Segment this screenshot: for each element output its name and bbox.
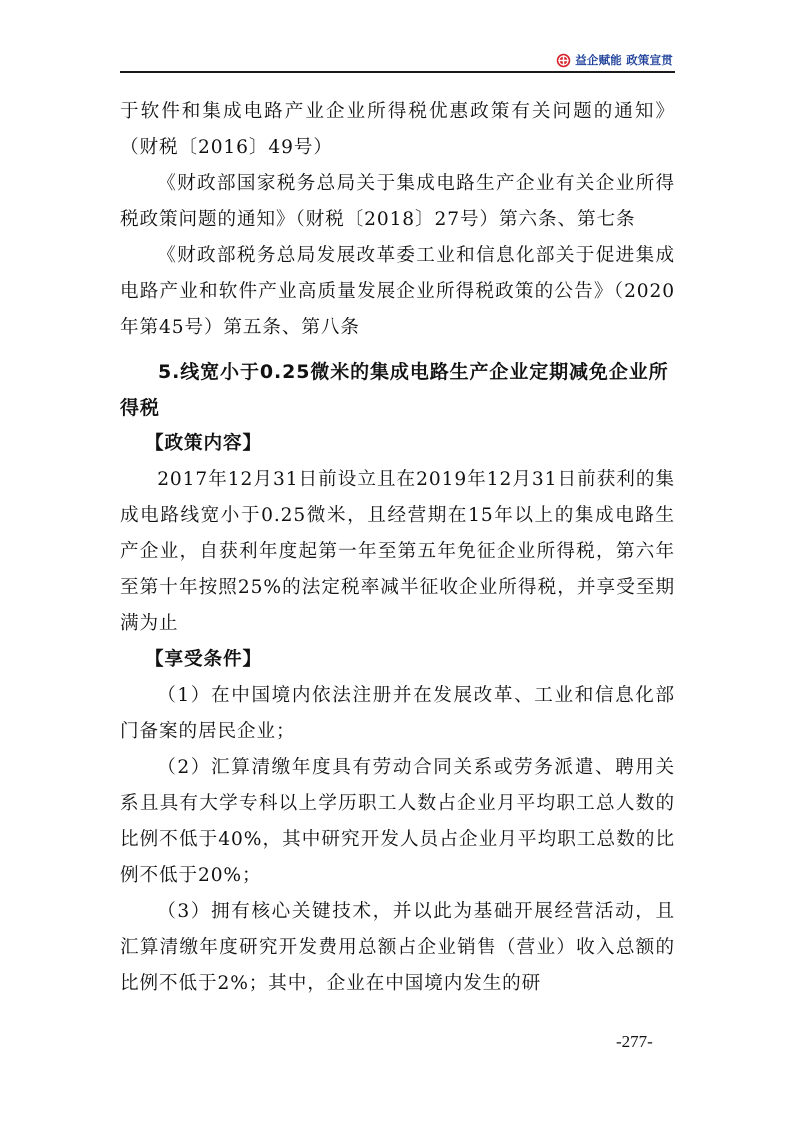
document-body bbox=[120, 94, 675, 1002]
section-heading: 5.线宽小于0.25微米的集成电路生产企业定期减免企业所得税 bbox=[120, 361, 669, 419]
condition-item-2: （2）汇算清缴年度具有劳动合同关系或劳务派遣、聘用关系且具有大学专科以上学历职工人数占企业月平均职工总人数的比例不低于40%，其中研究开发人员占企业月平均职工总数的比例不低于20%； bbox=[120, 757, 675, 886]
condition-item-1: （1）在中国境内依法注册并在发展改革、工业和信息化部门备案的居民企业； bbox=[120, 685, 675, 742]
brand-mark bbox=[556, 52, 673, 68]
header-rule bbox=[120, 71, 675, 73]
condition-item-3: （3）拥有核心关键技术，并以此为基础开展经营活动，且汇算清缴年度研究开发费用总额占企业销售（营业）收入总额的比例不低于2%；其中，企业在中国境内发生的研 bbox=[120, 901, 675, 994]
policy-content-text: 2017年12月31日前设立且在2019年12月31日前获利的集成电路线宽小于0.25微米，且经营期在15年以上的集成电路生产企业，自获利年度起第一年至第五年免征企业所得税，第六年至第十年按照25%的法定税率减半征收企业所得税，并享受至期满为止 bbox=[120, 469, 675, 634]
circle-emblem-icon bbox=[556, 53, 571, 68]
paragraph-notice-continuation: 于软件和集成电路产业企业所得税优惠政策有关问题的通知》（财税〔2016〕49号） bbox=[120, 101, 675, 158]
conditions-label: 【享受条件】 bbox=[145, 649, 262, 670]
policy-content-label: 【政策内容】 bbox=[145, 433, 262, 454]
page-number: -277- bbox=[616, 1032, 653, 1051]
paragraph-notice-2018: 《财政部国家税务总局关于集成电路生产企业有关企业所得税政策问题的通知》（财税〔2018〕27号）第六条、第七条 bbox=[120, 173, 675, 230]
paragraph-announcement-2020: 《财政部税务总局发展改革委工业和信息化部关于促进集成电路产业和软件产业高质量发展企业所得税政策的公告》（2020年第45号）第五条、第八条 bbox=[120, 245, 675, 338]
brand-text: 益企赋能 政策宣贯 bbox=[575, 53, 673, 67]
